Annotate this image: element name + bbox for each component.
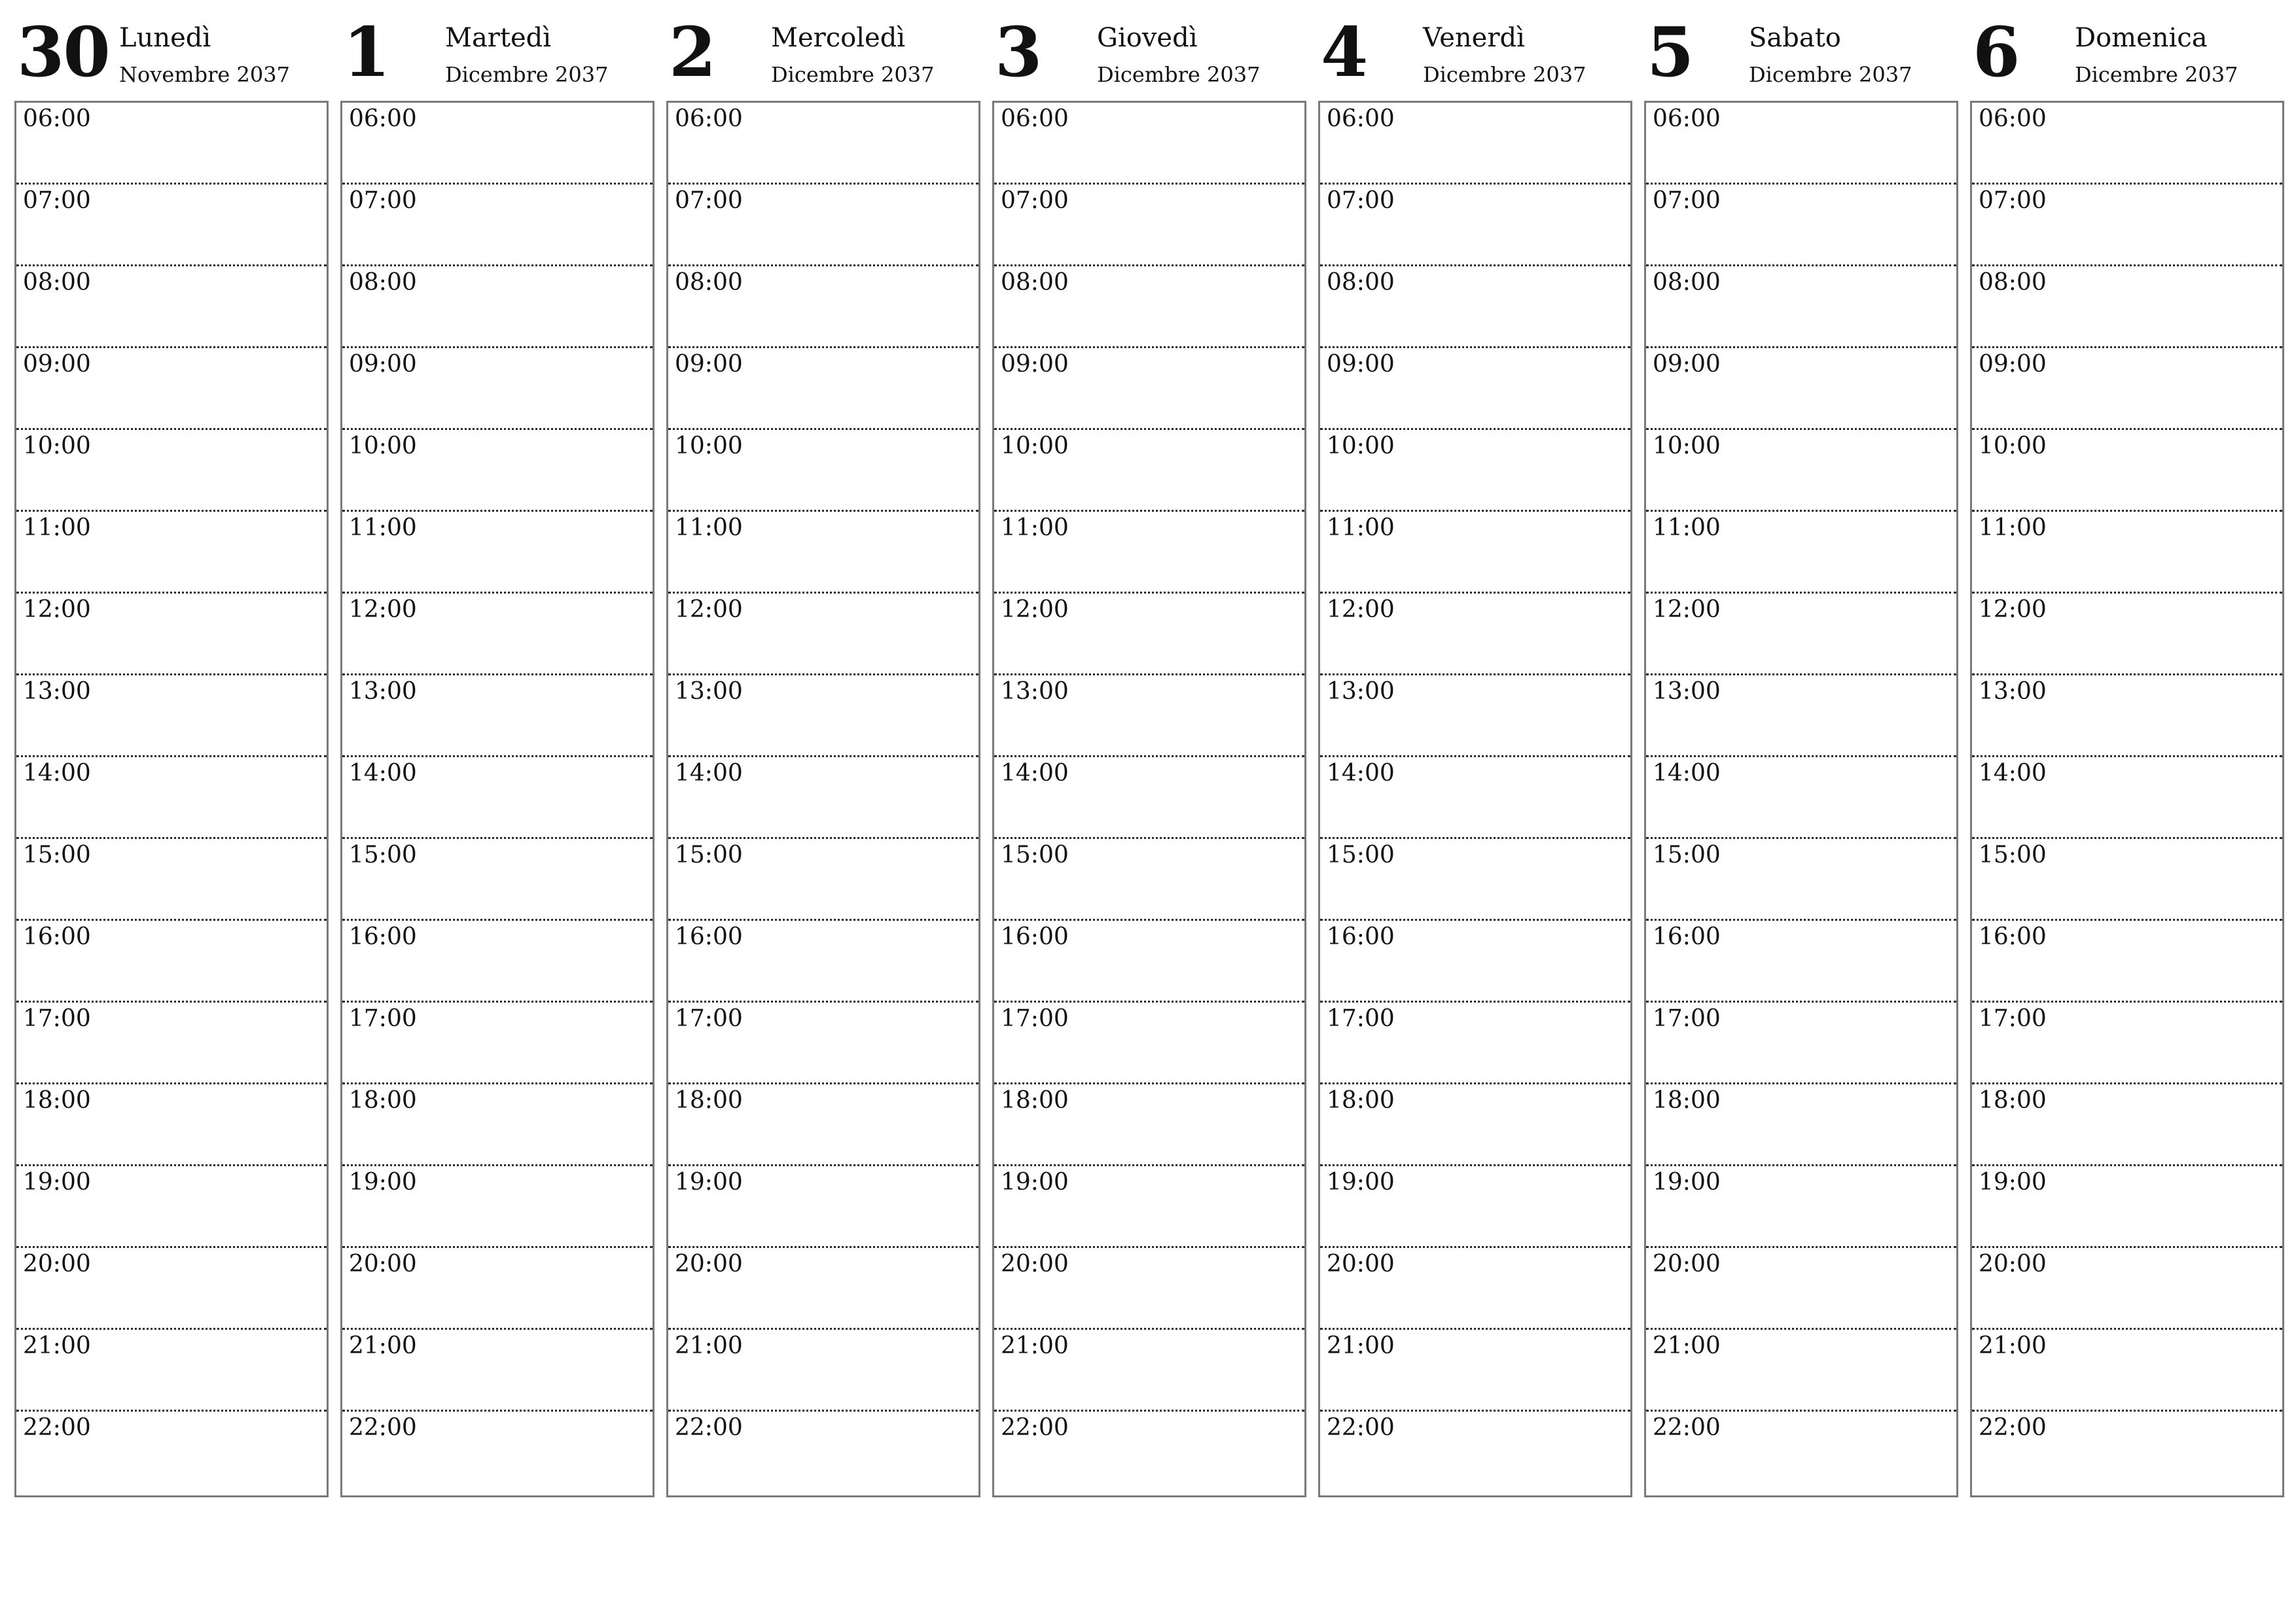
hour-slot[interactable] xyxy=(342,430,653,512)
hour-slot[interactable] xyxy=(994,512,1304,594)
hour-label: 17:00 xyxy=(675,1005,743,1032)
hour-label: 06:00 xyxy=(1327,105,1395,132)
hour-slot[interactable] xyxy=(1320,1330,1630,1412)
hour-label: 20:00 xyxy=(349,1251,417,1277)
hour-label: 22:00 xyxy=(23,1414,91,1441)
hour-label: 22:00 xyxy=(1001,1414,1069,1441)
hour-label: 14:00 xyxy=(23,760,91,787)
hour-label: 14:00 xyxy=(1979,760,2047,787)
hour-label: 09:00 xyxy=(1001,351,1069,378)
hour-label: 07:00 xyxy=(1327,187,1395,214)
hour-label: 19:00 xyxy=(675,1169,743,1196)
hour-slot[interactable] xyxy=(668,1166,978,1248)
hour-label: 13:00 xyxy=(23,678,91,705)
hour-slot[interactable] xyxy=(1972,1084,2282,1166)
month-year-label: Dicembre 2037 xyxy=(771,62,935,87)
hour-slot[interactable] xyxy=(1646,1330,1956,1412)
hour-slot[interactable] xyxy=(1972,185,2282,266)
hour-slot[interactable] xyxy=(1320,1412,1630,1493)
hour-label: 18:00 xyxy=(1979,1087,2047,1114)
hour-slot[interactable] xyxy=(668,103,978,185)
hour-label: 15:00 xyxy=(1979,842,2047,868)
hour-label: 08:00 xyxy=(349,269,417,296)
hour-label: 18:00 xyxy=(675,1087,743,1114)
month-year-label: Dicembre 2037 xyxy=(1097,62,1261,87)
hour-label: 06:00 xyxy=(675,105,743,132)
hour-label: 20:00 xyxy=(1327,1251,1395,1277)
day-number: 1 xyxy=(343,12,389,92)
hour-slot[interactable] xyxy=(1320,675,1630,757)
hour-slot[interactable] xyxy=(1972,594,2282,675)
hour-label: 22:00 xyxy=(349,1414,417,1441)
hour-label: 19:00 xyxy=(1001,1169,1069,1196)
hour-label: 06:00 xyxy=(23,105,91,132)
hour-slot[interactable] xyxy=(668,1248,978,1330)
hour-label: 08:00 xyxy=(1327,269,1395,296)
hour-slot[interactable] xyxy=(994,1248,1304,1330)
hour-label: 12:00 xyxy=(1653,596,1721,623)
day-schedule-box xyxy=(1970,101,2284,1497)
hour-slot[interactable] xyxy=(1646,185,1956,266)
hour-label: 11:00 xyxy=(675,514,743,541)
day-number: 2 xyxy=(669,12,715,92)
hour-label: 10:00 xyxy=(23,433,91,459)
hour-label: 21:00 xyxy=(675,1332,743,1359)
hour-slot[interactable] xyxy=(342,1084,653,1166)
hour-label: 09:00 xyxy=(349,351,417,378)
hour-label: 13:00 xyxy=(1653,678,1721,705)
hour-label: 14:00 xyxy=(1653,760,1721,787)
day-number: 6 xyxy=(1973,12,2019,92)
weekday-label: Lunedì xyxy=(119,23,211,53)
hour-slot[interactable] xyxy=(16,430,327,512)
hour-label: 15:00 xyxy=(1327,842,1395,868)
hour-label: 11:00 xyxy=(1327,514,1395,541)
hour-slot[interactable] xyxy=(994,266,1304,348)
hour-label: 21:00 xyxy=(1653,1332,1721,1359)
hour-label: 13:00 xyxy=(1001,678,1069,705)
weekday-label: Mercoledì xyxy=(771,23,906,53)
hour-label: 10:00 xyxy=(1979,433,2047,459)
hour-label: 08:00 xyxy=(1653,269,1721,296)
hour-label: 12:00 xyxy=(1979,596,2047,623)
hour-slot[interactable] xyxy=(668,430,978,512)
weekday-label: Domenica xyxy=(2075,23,2208,53)
hour-label: 17:00 xyxy=(349,1005,417,1032)
hour-slot[interactable] xyxy=(16,1003,327,1084)
hour-slot[interactable] xyxy=(1972,1166,2282,1248)
hour-label: 09:00 xyxy=(1653,351,1721,378)
hour-slot[interactable] xyxy=(1320,266,1630,348)
hour-slot[interactable] xyxy=(1320,512,1630,594)
hour-slot[interactable] xyxy=(668,1003,978,1084)
hour-label: 15:00 xyxy=(675,842,743,868)
hour-label: 07:00 xyxy=(1653,187,1721,214)
day-number: 30 xyxy=(17,12,109,92)
day-number: 5 xyxy=(1647,12,1693,92)
hour-slot[interactable] xyxy=(342,512,653,594)
hour-slot[interactable] xyxy=(994,839,1304,921)
hour-label: 22:00 xyxy=(1327,1414,1395,1441)
day-schedule-box xyxy=(666,101,980,1497)
hour-label: 09:00 xyxy=(23,351,91,378)
hour-label: 17:00 xyxy=(1001,1005,1069,1032)
day-schedule-box xyxy=(992,101,1306,1497)
hour-slot[interactable] xyxy=(1972,348,2282,430)
hour-slot[interactable] xyxy=(994,594,1304,675)
day-header xyxy=(14,0,327,98)
hour-slot[interactable] xyxy=(16,921,327,1003)
hour-label: 20:00 xyxy=(1001,1251,1069,1277)
hour-slot[interactable] xyxy=(1320,594,1630,675)
day-schedule-box xyxy=(1318,101,1632,1497)
hour-label: 16:00 xyxy=(1001,923,1069,950)
hour-label: 10:00 xyxy=(675,433,743,459)
day-header xyxy=(666,0,979,98)
hour-label: 10:00 xyxy=(349,433,417,459)
day-header xyxy=(1318,0,1631,98)
hour-label: 07:00 xyxy=(675,187,743,214)
hour-label: 19:00 xyxy=(1653,1169,1721,1196)
hour-slot[interactable] xyxy=(1320,839,1630,921)
hour-slot[interactable] xyxy=(668,594,978,675)
day-header xyxy=(1644,0,1957,98)
hour-label: 21:00 xyxy=(349,1332,417,1359)
hour-slot[interactable] xyxy=(342,1330,653,1412)
hour-label: 07:00 xyxy=(349,187,417,214)
hour-label: 18:00 xyxy=(1653,1087,1721,1114)
hour-slot[interactable] xyxy=(16,185,327,266)
hour-slot[interactable] xyxy=(342,1166,653,1248)
hour-label: 15:00 xyxy=(1001,842,1069,868)
hour-slot[interactable] xyxy=(1972,512,2282,594)
hour-slot[interactable] xyxy=(16,675,327,757)
hour-slot[interactable] xyxy=(668,1084,978,1166)
hour-slot[interactable] xyxy=(994,185,1304,266)
hour-label: 22:00 xyxy=(1979,1414,2047,1441)
hour-slot[interactable] xyxy=(1646,1084,1956,1166)
hour-slot[interactable] xyxy=(1646,1166,1956,1248)
hour-label: 12:00 xyxy=(349,596,417,623)
hour-label: 18:00 xyxy=(1001,1087,1069,1114)
day-header xyxy=(992,0,1305,98)
hour-slot[interactable] xyxy=(1320,1248,1630,1330)
hour-label: 12:00 xyxy=(1001,596,1069,623)
hour-label: 22:00 xyxy=(675,1414,743,1441)
hour-slot[interactable] xyxy=(1320,1003,1630,1084)
hour-label: 18:00 xyxy=(23,1087,91,1114)
hour-label: 18:00 xyxy=(349,1087,417,1114)
hour-slot[interactable] xyxy=(342,675,653,757)
hour-label: 16:00 xyxy=(675,923,743,950)
hour-slot[interactable] xyxy=(668,921,978,1003)
hour-slot[interactable] xyxy=(994,1166,1304,1248)
hour-slot[interactable] xyxy=(1646,675,1956,757)
hour-slot[interactable] xyxy=(342,757,653,839)
hour-slot[interactable] xyxy=(1972,1330,2282,1412)
hour-slot[interactable] xyxy=(342,921,653,1003)
hour-label: 13:00 xyxy=(675,678,743,705)
hour-slot[interactable] xyxy=(342,594,653,675)
hour-slot[interactable] xyxy=(1646,839,1956,921)
hour-slot[interactable] xyxy=(16,512,327,594)
hour-slot[interactable] xyxy=(16,1412,327,1493)
hour-label: 10:00 xyxy=(1327,433,1395,459)
hour-slot[interactable] xyxy=(1320,185,1630,266)
day-header xyxy=(1970,0,2283,98)
hour-label: 22:00 xyxy=(1653,1414,1721,1441)
hour-slot[interactable] xyxy=(994,1330,1304,1412)
hour-slot[interactable] xyxy=(16,757,327,839)
hour-label: 12:00 xyxy=(1327,596,1395,623)
hour-slot[interactable] xyxy=(994,1003,1304,1084)
hour-label: 06:00 xyxy=(1979,105,2047,132)
hour-label: 17:00 xyxy=(23,1005,91,1032)
hour-slot[interactable] xyxy=(1646,1003,1956,1084)
hour-label: 11:00 xyxy=(23,514,91,541)
hour-slot[interactable] xyxy=(1646,757,1956,839)
hour-label: 11:00 xyxy=(1653,514,1721,541)
hour-slot[interactable] xyxy=(994,675,1304,757)
hour-label: 10:00 xyxy=(1001,433,1069,459)
hour-slot[interactable] xyxy=(1972,1412,2282,1493)
hour-label: 17:00 xyxy=(1327,1005,1395,1032)
hour-label: 07:00 xyxy=(1979,187,2047,214)
hour-label: 08:00 xyxy=(23,269,91,296)
hour-label: 17:00 xyxy=(1653,1005,1721,1032)
hour-label: 13:00 xyxy=(349,678,417,705)
hour-slot[interactable] xyxy=(668,185,978,266)
month-year-label: Dicembre 2037 xyxy=(445,62,609,87)
hour-slot[interactable] xyxy=(1646,921,1956,1003)
hour-label: 08:00 xyxy=(675,269,743,296)
hour-slot[interactable] xyxy=(16,1166,327,1248)
hour-label: 14:00 xyxy=(675,760,743,787)
hour-slot[interactable] xyxy=(994,348,1304,430)
day-schedule-box xyxy=(1644,101,1958,1497)
hour-label: 13:00 xyxy=(1979,678,2047,705)
day-number: 3 xyxy=(995,12,1041,92)
hour-label: 15:00 xyxy=(349,842,417,868)
hour-slot[interactable] xyxy=(994,103,1304,185)
month-year-label: Dicembre 2037 xyxy=(2075,62,2238,87)
hour-slot[interactable] xyxy=(668,512,978,594)
hour-slot[interactable] xyxy=(1972,757,2282,839)
hour-slot[interactable] xyxy=(16,1330,327,1412)
hour-label: 16:00 xyxy=(349,923,417,950)
month-year-label: Dicembre 2037 xyxy=(1749,62,1912,87)
weekday-label: Martedì xyxy=(445,23,552,53)
hour-slot[interactable] xyxy=(16,594,327,675)
hour-slot[interactable] xyxy=(16,266,327,348)
hour-label: 12:00 xyxy=(23,596,91,623)
hour-label: 19:00 xyxy=(1979,1169,2047,1196)
hour-label: 17:00 xyxy=(1979,1005,2047,1032)
day-number: 4 xyxy=(1321,12,1367,92)
hour-label: 21:00 xyxy=(23,1332,91,1359)
hour-label: 10:00 xyxy=(1653,433,1721,459)
hour-label: 16:00 xyxy=(1327,923,1395,950)
hour-label: 07:00 xyxy=(23,187,91,214)
hour-slot[interactable] xyxy=(342,348,653,430)
hour-label: 14:00 xyxy=(1001,760,1069,787)
hour-slot[interactable] xyxy=(1972,921,2282,1003)
hour-label: 21:00 xyxy=(1979,1332,2047,1359)
hour-slot[interactable] xyxy=(994,921,1304,1003)
hour-label: 09:00 xyxy=(1979,351,2047,378)
hour-label: 20:00 xyxy=(1653,1251,1721,1277)
hour-slot[interactable] xyxy=(1320,430,1630,512)
hour-label: 15:00 xyxy=(1653,842,1721,868)
hour-label: 08:00 xyxy=(1979,269,2047,296)
month-year-label: Dicembre 2037 xyxy=(1423,62,1587,87)
hour-slot[interactable] xyxy=(16,348,327,430)
hour-slot[interactable] xyxy=(1320,103,1630,185)
hour-slot[interactable] xyxy=(1320,1166,1630,1248)
hour-label: 19:00 xyxy=(1327,1169,1395,1196)
hour-label: 09:00 xyxy=(675,351,743,378)
hour-label: 19:00 xyxy=(23,1169,91,1196)
hour-label: 11:00 xyxy=(1979,514,2047,541)
hour-slot[interactable] xyxy=(668,1330,978,1412)
hour-label: 18:00 xyxy=(1327,1087,1395,1114)
hour-slot[interactable] xyxy=(342,266,653,348)
hour-label: 20:00 xyxy=(1979,1251,2047,1277)
hour-label: 06:00 xyxy=(1653,105,1721,132)
hour-slot[interactable] xyxy=(668,1412,978,1493)
hour-slot[interactable] xyxy=(1972,839,2282,921)
hour-slot[interactable] xyxy=(1646,430,1956,512)
hour-label: 21:00 xyxy=(1327,1332,1395,1359)
hour-slot[interactable] xyxy=(1646,266,1956,348)
hour-slot[interactable] xyxy=(16,1084,327,1166)
hour-slot[interactable] xyxy=(1972,675,2282,757)
hour-slot[interactable] xyxy=(1646,1248,1956,1330)
hour-slot[interactable] xyxy=(342,1412,653,1493)
hour-slot[interactable] xyxy=(668,839,978,921)
hour-slot[interactable] xyxy=(1646,594,1956,675)
hour-slot[interactable] xyxy=(1646,348,1956,430)
hour-slot[interactable] xyxy=(1972,103,2282,185)
hour-slot[interactable] xyxy=(994,1412,1304,1493)
hour-label: 13:00 xyxy=(1327,678,1395,705)
hour-slot[interactable] xyxy=(1320,1084,1630,1166)
hour-slot[interactable] xyxy=(16,1248,327,1330)
hour-label: 19:00 xyxy=(349,1169,417,1196)
hour-label: 20:00 xyxy=(675,1251,743,1277)
hour-slot[interactable] xyxy=(994,757,1304,839)
hour-label: 06:00 xyxy=(349,105,417,132)
hour-label: 11:00 xyxy=(349,514,417,541)
hour-label: 21:00 xyxy=(1001,1332,1069,1359)
hour-label: 09:00 xyxy=(1327,351,1395,378)
hour-slot[interactable] xyxy=(342,185,653,266)
hour-label: 07:00 xyxy=(1001,187,1069,214)
hour-slot[interactable] xyxy=(342,103,653,185)
hour-slot[interactable] xyxy=(1320,757,1630,839)
hour-slot[interactable] xyxy=(1320,921,1630,1003)
day-schedule-box xyxy=(340,101,655,1497)
hour-slot[interactable] xyxy=(342,1248,653,1330)
hour-slot[interactable] xyxy=(1646,1412,1956,1493)
hour-label: 16:00 xyxy=(1653,923,1721,950)
hour-slot[interactable] xyxy=(668,348,978,430)
hour-slot[interactable] xyxy=(1646,103,1956,185)
hour-label: 16:00 xyxy=(1979,923,2047,950)
hour-label: 11:00 xyxy=(1001,514,1069,541)
hour-slot[interactable] xyxy=(342,839,653,921)
hour-label: 15:00 xyxy=(23,842,91,868)
hour-label: 12:00 xyxy=(675,596,743,623)
hour-slot[interactable] xyxy=(668,266,978,348)
hour-label: 06:00 xyxy=(1001,105,1069,132)
hour-label: 14:00 xyxy=(1327,760,1395,787)
hour-slot[interactable] xyxy=(1320,348,1630,430)
weekday-label: Sabato xyxy=(1749,23,1841,53)
hour-slot[interactable] xyxy=(1972,266,2282,348)
hour-slot[interactable] xyxy=(1972,1003,2282,1084)
hour-slot[interactable] xyxy=(1646,512,1956,594)
weekday-label: Venerdì xyxy=(1423,23,1525,53)
hour-slot[interactable] xyxy=(1972,430,2282,512)
day-schedule-box xyxy=(14,101,329,1497)
hour-slot[interactable] xyxy=(994,430,1304,512)
hour-label: 14:00 xyxy=(349,760,417,787)
hour-label: 16:00 xyxy=(23,923,91,950)
hour-slot[interactable] xyxy=(994,1084,1304,1166)
hour-label: 08:00 xyxy=(1001,269,1069,296)
hour-slot[interactable] xyxy=(668,757,978,839)
hour-slot[interactable] xyxy=(16,103,327,185)
hour-slot[interactable] xyxy=(16,839,327,921)
day-header xyxy=(340,0,653,98)
hour-slot[interactable] xyxy=(1972,1248,2282,1330)
hour-slot[interactable] xyxy=(342,1003,653,1084)
weekday-label: Giovedì xyxy=(1097,23,1198,53)
month-year-label: Novembre 2037 xyxy=(119,62,290,87)
hour-label: 20:00 xyxy=(23,1251,91,1277)
hour-slot[interactable] xyxy=(668,675,978,757)
